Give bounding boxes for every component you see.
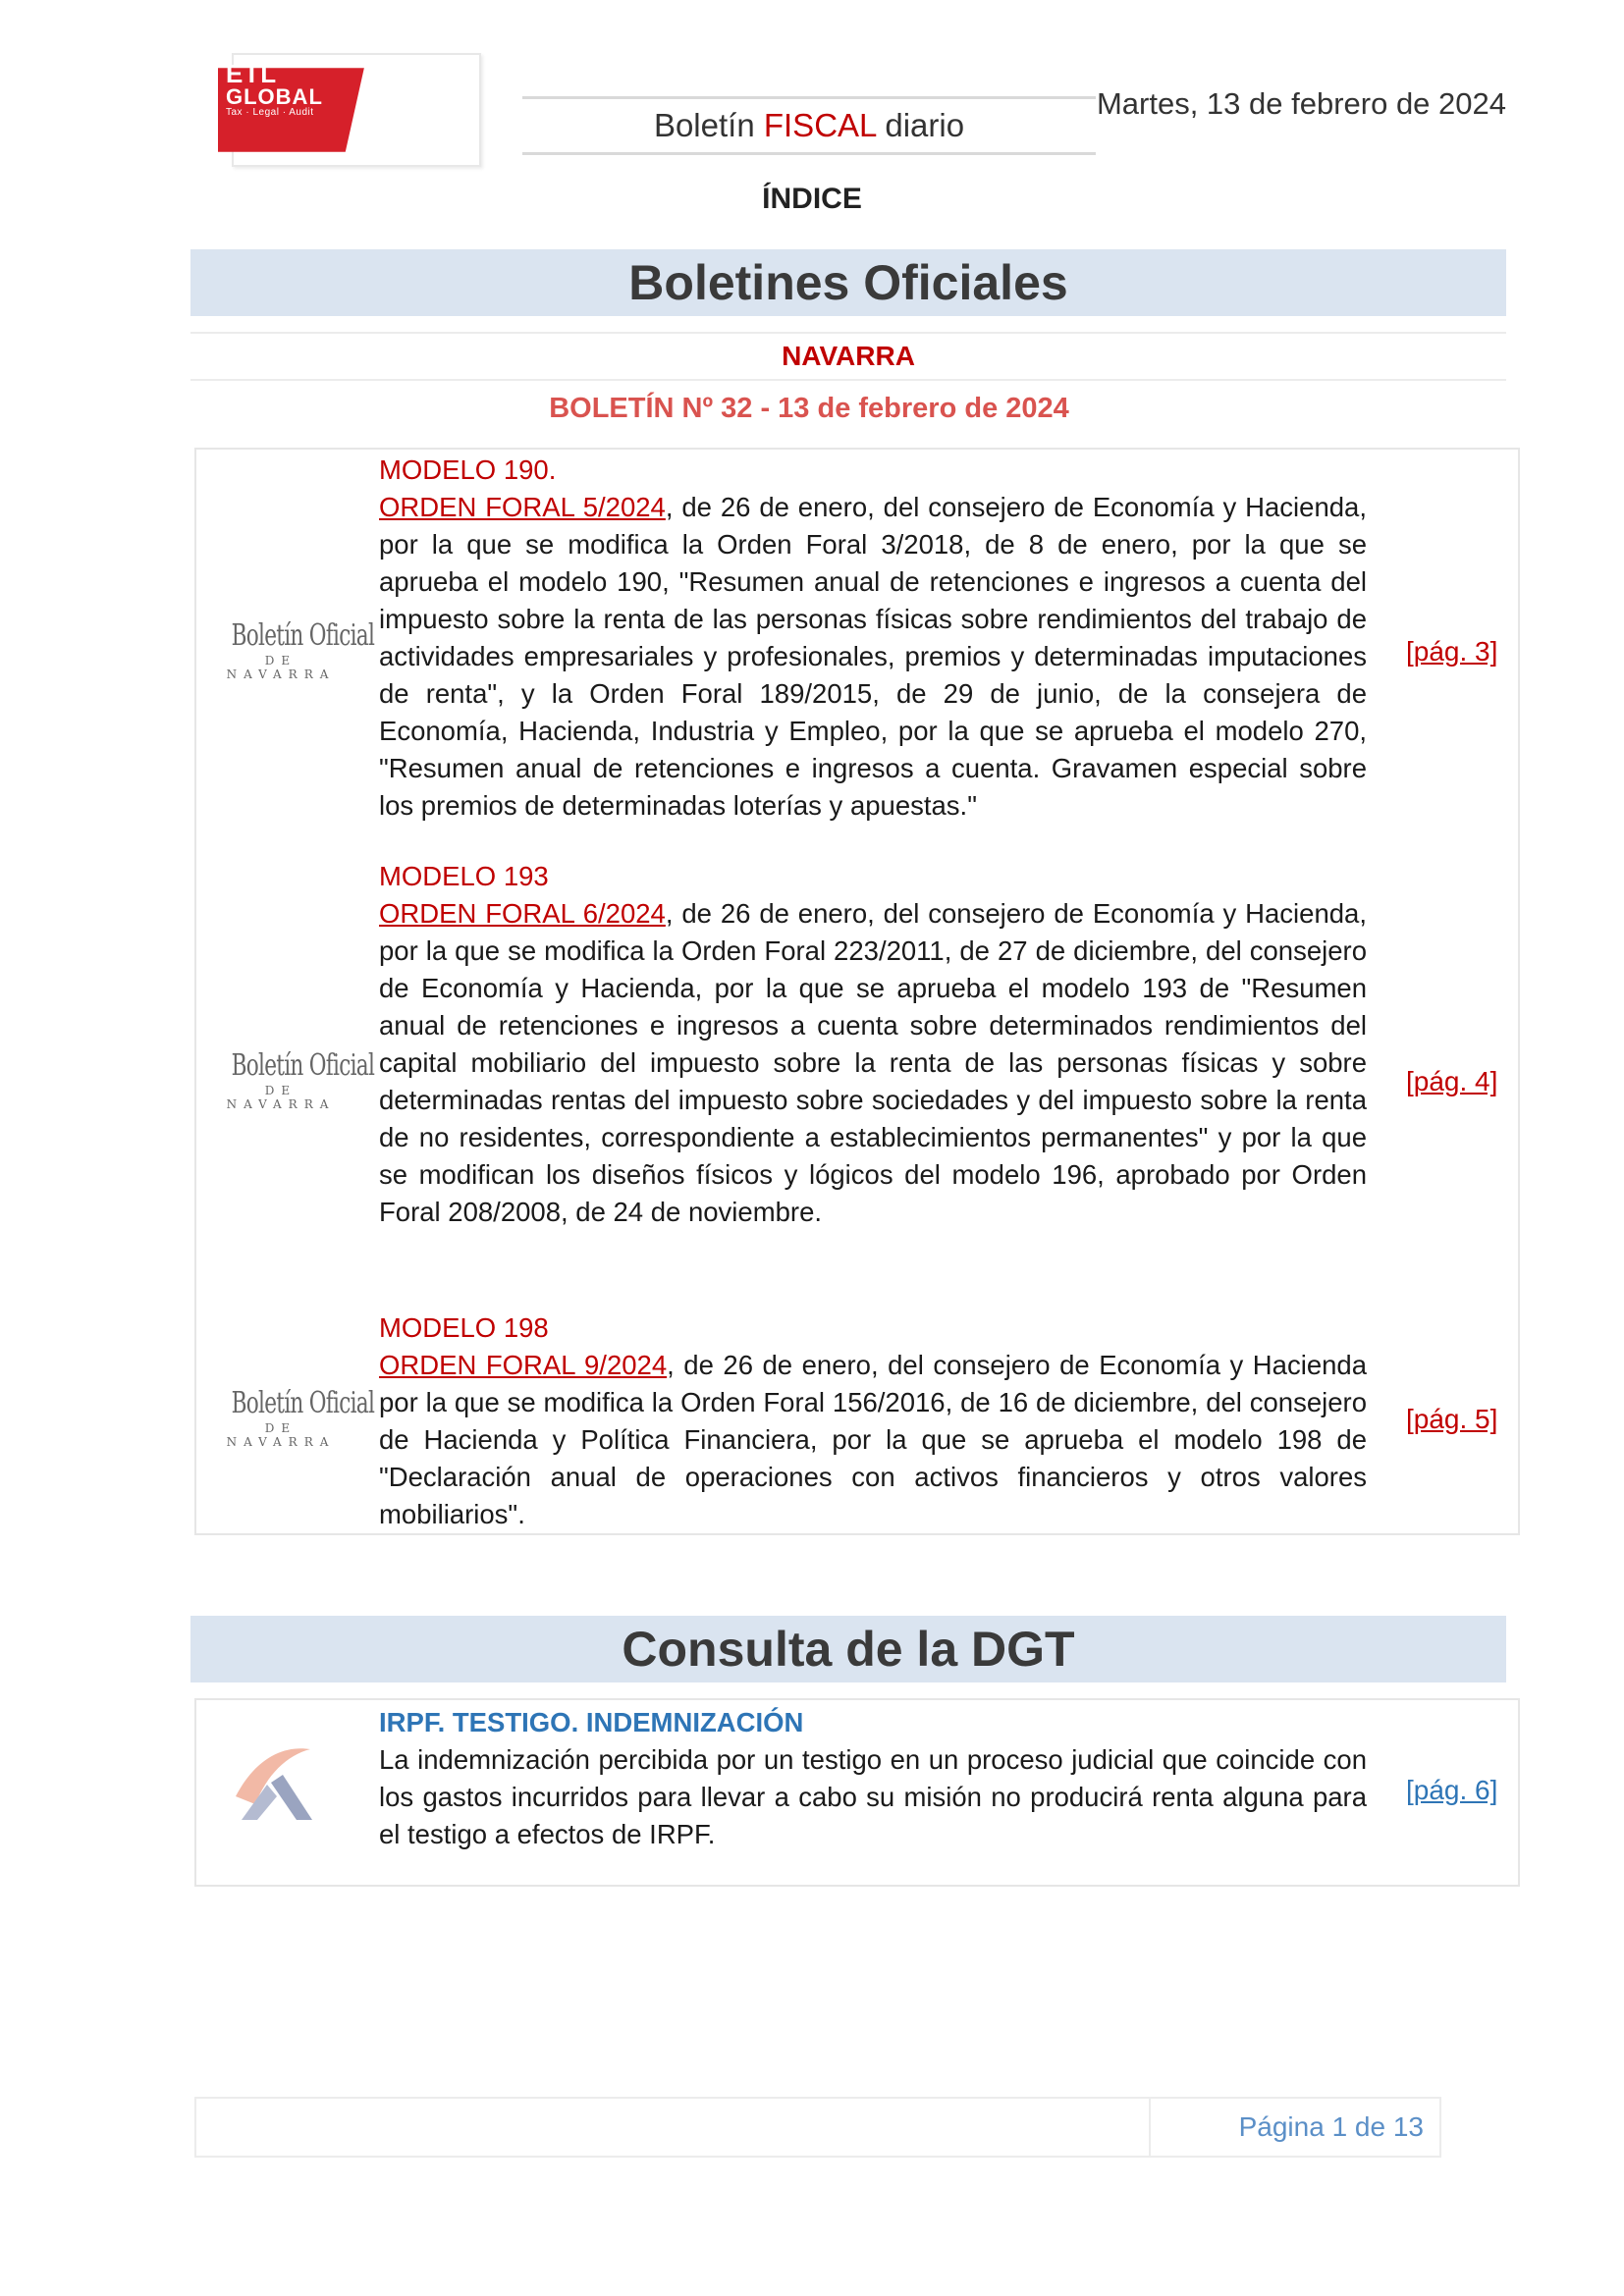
- bulletin-highlight: FISCAL: [763, 107, 877, 143]
- logo-line2: GLOBAL: [226, 84, 323, 109]
- orden-foral-link[interactable]: ORDEN FORAL 6/2024: [379, 898, 666, 929]
- boletin-logo-top: Boletín Oficial: [231, 1386, 375, 1420]
- page-footer: [194, 2097, 1441, 2158]
- page-link[interactable]: [pág. 4]: [1406, 1066, 1498, 1096]
- boletin-logo-bottom: DE NAVARRA: [226, 1421, 336, 1449]
- logo-line3: Tax · Legal · Audit: [226, 107, 314, 118]
- footer-divider: [1149, 2099, 1151, 2156]
- page-link[interactable]: [pág. 6]: [1406, 1775, 1498, 1805]
- bulletin-title: [522, 96, 1096, 155]
- page-link[interactable]: [pág. 3]: [1406, 636, 1498, 667]
- entry-dgt: [379, 1704, 1367, 1853]
- aeat-logo-icon: [228, 1735, 316, 1824]
- entry-label: IRPF. TESTIGO. INDEMNIZACIÓN: [379, 1707, 804, 1737]
- boletin-logo-top: Boletín Oficial: [231, 1048, 375, 1083]
- bulletin-suffix: diario: [876, 107, 965, 143]
- bulletin-prefix: Boletín: [653, 107, 764, 143]
- boletin-navarra-logo: [212, 1386, 375, 1449]
- entry-text: , de 26 de enero, del consejero de Economía y Hacienda, por la que se modifica la Orden Foral 223/2011, de 27 de diciembre, del consejero de Economía y Hacienda, por la que se aprueba el modelo 193 de "Resumen anual de retenciones e ingresos a cuenta sobre determinados rendimientos del capital mobiliario del impuesto sobre la renta de las personas físicas y sobre determinadas rentas del impuesto sobre sociedades y del impuesto sobre la renta de no residentes, correspondiente a establecimientos permanentes" y por la que se modifican los diseños físicos y lógicos del modelo 196, aprobado por Orden Foral 208/2008, de 24 de noviembre.: [379, 898, 1367, 1227]
- entry-label: MODELO 193: [379, 861, 549, 891]
- region-title: NAVARRA: [190, 332, 1506, 381]
- section-title-boletines: Boletines Oficiales: [190, 249, 1506, 316]
- etl-global-logo: [218, 47, 477, 163]
- boletin-logo-bottom: DE NAVARRA: [226, 1084, 336, 1111]
- entry-modelo-193: [379, 858, 1367, 1231]
- page-info: Página 1 de 13: [1238, 2111, 1424, 2142]
- entry-modelo-198: [379, 1309, 1367, 1533]
- section-title-dgt: Consulta de la DGT: [190, 1616, 1506, 1682]
- logo-line1: ETL: [226, 59, 278, 88]
- boletin-logo-bottom: DE NAVARRA: [226, 654, 336, 681]
- entry-modelo-190: [379, 452, 1367, 825]
- boletin-logo-top: Boletín Oficial: [231, 618, 375, 653]
- page-link[interactable]: [pág. 5]: [1406, 1404, 1498, 1434]
- boletin-navarra-logo: [212, 618, 375, 681]
- boletin-navarra-logo: [212, 1048, 375, 1111]
- logo-text: [226, 61, 323, 118]
- header-date: Martes, 13 de febrero de 2024: [1096, 86, 1506, 121]
- entry-text: La indemnización percibida por un testigo en un proceso judicial que coincide con los gastos incurridos para llevar a cabo su misión no producirá renta alguna para el testigo a efectos de IRPF.: [379, 1744, 1367, 1849]
- entry-label: MODELO 190.: [379, 454, 557, 485]
- index-title: ÍNDICE: [762, 183, 862, 215]
- orden-foral-link[interactable]: ORDEN FORAL 5/2024: [379, 492, 666, 522]
- orden-foral-link[interactable]: ORDEN FORAL 9/2024: [379, 1350, 668, 1380]
- entry-text: , de 26 de enero, del consejero de Economía y Hacienda, por la que se modifica la Orden Foral 3/2018, de 8 de enero, por la que se aprueba el modelo 190, "Resumen anual de retenciones e ingresos a cuenta del impuesto sobre la renta de las personas físicas sobre rendimientos del trabajo de actividades empresariales y profesionales, premios y determinadas imputaciones de renta", y la Orden Foral 189/2015, de 29 de junio, de la consejera de Economía, Hacienda, Industria y Empleo, por la que se aprueba el modelo 270, "Resumen anual de retenciones e ingresos a cuenta. Gravamen especial sobre los premios de determinadas loterías y apuestas.": [379, 492, 1367, 821]
- entry-text: , de 26 de enero, del consejero de Economía y Hacienda por la que se modifica la Orden Foral 156/2016, de 16 de diciembre, del consejero de Hacienda y Política Financiera, por la que se aprueba el modelo 198 de "Declaración anual de operaciones con activos financieros y otros valores mobiliarios".: [379, 1350, 1367, 1529]
- bulletin-number: BOLETÍN Nº 32 - 13 de febrero de 2024: [549, 393, 1069, 424]
- entry-label: MODELO 198: [379, 1312, 549, 1343]
